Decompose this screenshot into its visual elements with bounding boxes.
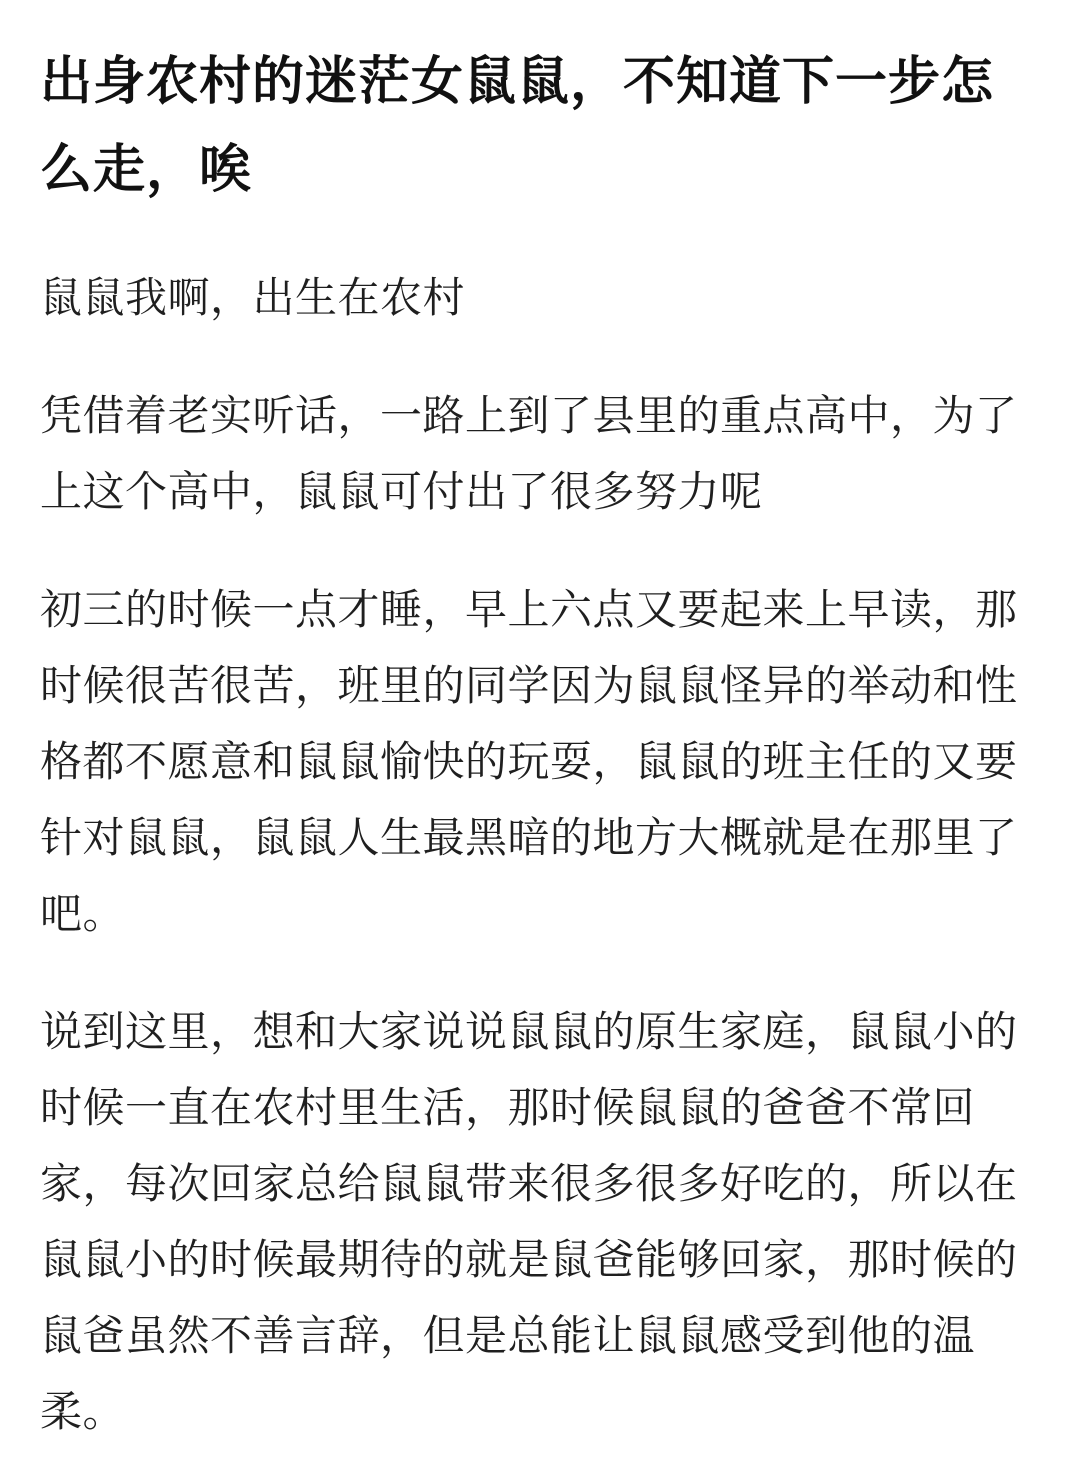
- article-paragraph-4: 说到这里，想和大家说说鼠鼠的原生家庭，鼠鼠小的时候一直在农村里生活，那时候鼠鼠的爸爸不常回家，每次回家总给鼠鼠带来很多很多好吃的，所以在鼠鼠小的时候最期待的就是鼠爸能够回家，那时候的鼠爸虽然不善言辞，但是总能让鼠鼠感受到他的温柔。: [40, 1007, 1018, 1436]
- article-title: 出身农村的迷茫女鼠鼠，不知道下一步怎么走，唉: [40, 52, 995, 200]
- article-body: [40, 260, 1040, 1450]
- article-paragraph-2: 凭借着老实听话，一路上到了县里的重点高中，为了上这个高中，鼠鼠可付出了很多努力呢: [40, 391, 1018, 516]
- article-paragraph-1: 鼠鼠我啊，出生在农村: [40, 273, 466, 322]
- article-paragraph-3: 初三的时候一点才睡，早上六点又要起来上早读，那时候很苦很苦，班里的同学因为鼠鼠怪异的举动和性格都不愿意和鼠鼠愉快的玩耍，鼠鼠的班主任的又要针对鼠鼠，鼠鼠人生最黑暗的地方大概就是在那里了吧。: [40, 585, 1018, 938]
